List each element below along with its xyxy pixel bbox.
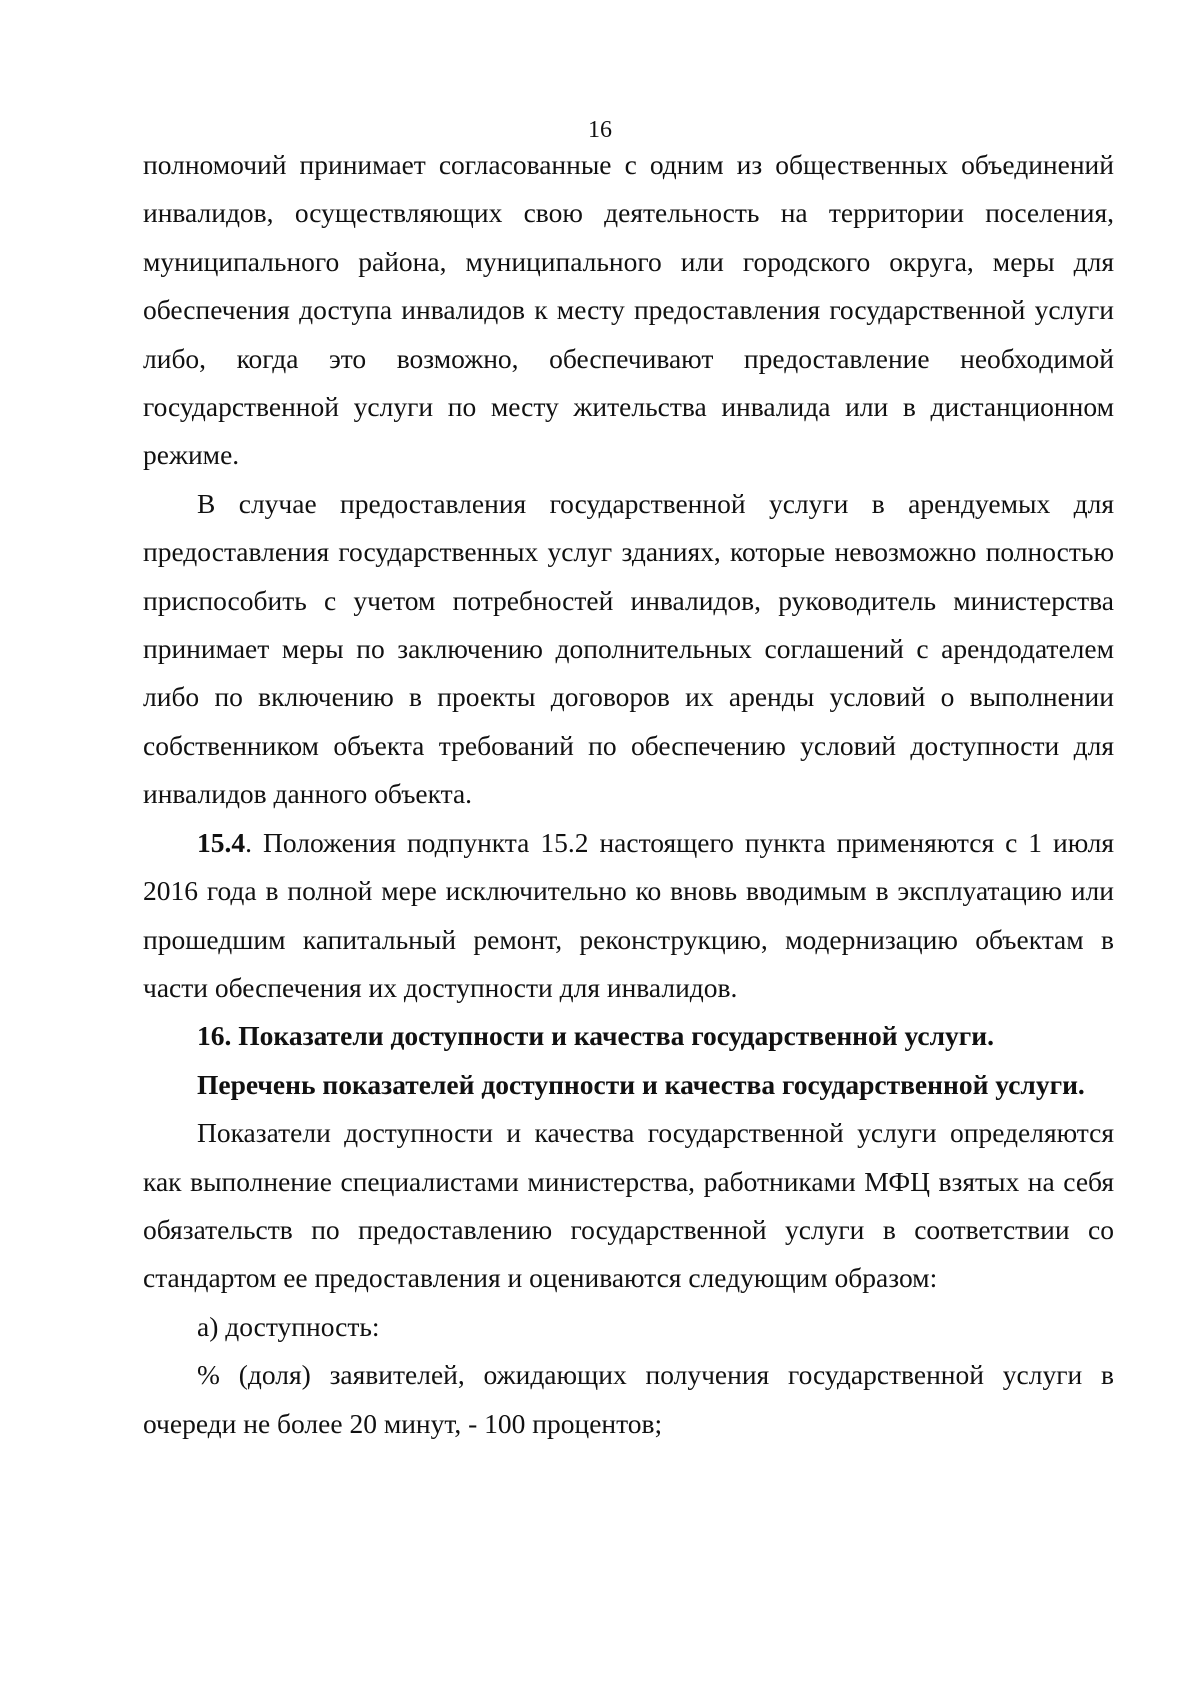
subsection-heading-indicators-list: Перечень показателей доступности и качества государственной услуги. (197, 1068, 1085, 1100)
list-item-accessibility: а) доступность: (197, 1310, 380, 1342)
clause-number: 15.4 (197, 826, 246, 858)
page-number: 16 (588, 117, 612, 143)
document-body (143, 141, 1114, 1448)
section-heading-16: 16. Показатели доступности и качества государственной услуги. (197, 1020, 994, 1052)
paragraph-indicators-definition: Показатели доступности и качества государственной услуги определяются как выполнение специалистами министерства, работниками МФЦ взятых на себя обязательств по предоставлению государственной услуги в соответствии со стандартом ее предоставления и оцениваются следующим образом: (143, 1117, 1114, 1294)
paragraph-accessibility-measures: полномочий принимает согласованные с одним из общественных объединений инвалидов, осуществляющих свою деятельность на территории поселения, муниципального района, муниципального или городского округа, меры для обеспечения доступа инвалидов к месту предоставления государственной услуги либо, когда это возможно, обеспечивают предоставление необходимой государственной услуги по месту жительства инвалида или в дистанционном режиме. (143, 149, 1114, 471)
paragraph-15-4 (143, 819, 1114, 1013)
paragraph-rented-buildings: В случае предоставления государственной услуги в арендуемых для предоставления государственных услуг зданиях, которые невозможно полностью приспособить с учетом потребностей инвалидов, руководитель министерства принимает меры по заключению дополнительных соглашений с арендодателем либо по включению в проекты договоров их аренды условий о выполнении собственником объекта требований по обеспечению условий доступности для инвалидов данного объекта. (143, 487, 1114, 810)
paragraph-queue-share: % (доля) заявителей, ожидающих получения государственной услуги в очереди не более 20 минут, - 100 процентов; (143, 1359, 1114, 1439)
clause-text: . Положения подпункта 15.2 настоящего пункта применяются с 1 июля 2016 года в полной мере исключительно ко вновь вводимым в эксплуатацию или прошедшим капитальный ремонт, реконструкцию, модернизацию объектам в части обеспечения их доступности для инвалидов. (143, 826, 1114, 1003)
